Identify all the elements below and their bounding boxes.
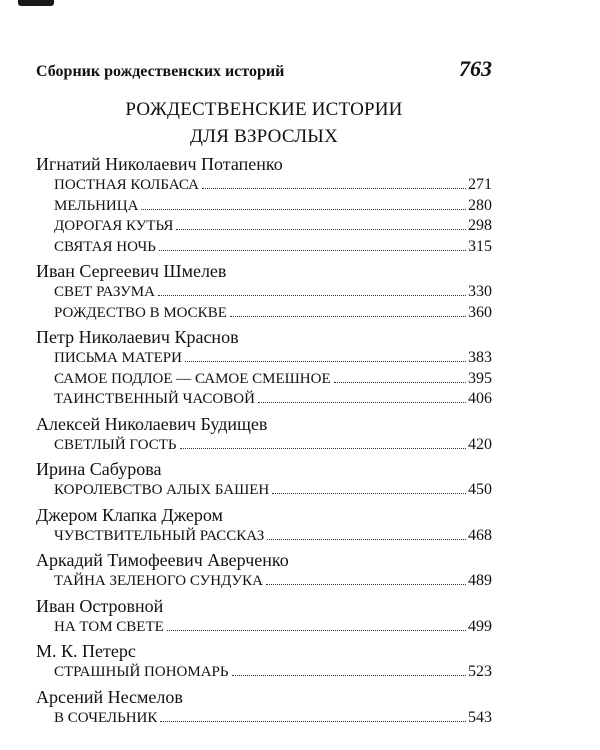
toc-entry-title: ПОСТНАЯ КОЛБАСА bbox=[54, 177, 199, 193]
toc-author: Аркадий Тимофеевич Аверченко bbox=[36, 550, 289, 570]
toc-entry-title: ТАИНСТВЕННЫЙ ЧАСОВОЙ bbox=[54, 391, 255, 407]
toc-entry bbox=[54, 480, 492, 501]
toc-dot-leader bbox=[158, 295, 466, 296]
toc-entry bbox=[54, 662, 492, 683]
toc-author: Арсений Несмелов bbox=[36, 686, 183, 707]
toc-entry-title: СТРАШНЫЙ ПОНОМАРЬ bbox=[54, 664, 229, 680]
toc-dot-leader bbox=[272, 493, 466, 494]
toc-dot-leader bbox=[167, 630, 466, 631]
section-heading-line-2: ДЛЯ ВЗРОСЛЫХ bbox=[190, 126, 338, 147]
toc-entry bbox=[54, 708, 492, 729]
toc-dot-leader bbox=[230, 316, 466, 317]
toc-entry-title: ПИСЬМА МАТЕРИ bbox=[54, 350, 182, 366]
toc-author: Иван Островной bbox=[36, 595, 164, 616]
toc-entry-page: 406 bbox=[468, 390, 492, 407]
toc-dot-leader bbox=[266, 584, 466, 585]
toc-entry-title: РОЖДЕСТВО В МОСКВЕ bbox=[54, 304, 227, 321]
toc-author: Иван Сергеевич Шмелев bbox=[36, 261, 227, 281]
toc-entry-page: 450 bbox=[468, 481, 492, 498]
section-heading-line-1: РОЖДЕСТВЕНСКИЕ ИСТОРИИ bbox=[125, 99, 403, 120]
running-title: Сборник рождественских историй bbox=[36, 63, 285, 80]
toc-entry-title: САМОЕ ПОДЛОЕ — САМОЕ СМЕШНОЕ bbox=[54, 370, 331, 387]
toc-entry bbox=[54, 369, 492, 390]
toc-entry bbox=[54, 237, 492, 258]
toc-author: М. К. Петерс bbox=[36, 641, 136, 661]
toc-entry-title: СВЕТ РАЗУМА bbox=[54, 284, 155, 300]
toc-entry-page: 315 bbox=[468, 237, 492, 255]
toc-entry-title: В СОЧЕЛЬНИК bbox=[54, 709, 158, 726]
toc-dot-leader bbox=[334, 382, 466, 383]
toc-author: Алексей Николаевич Будищев bbox=[36, 413, 268, 434]
toc-author: Игнатий Николаевич Потапенко bbox=[36, 154, 283, 174]
toc-dot-leader bbox=[267, 539, 466, 540]
toc-entry-title: СВЕТЛЫЙ ГОСТЬ bbox=[54, 436, 177, 453]
toc-entry bbox=[54, 303, 492, 324]
toc-entry bbox=[54, 216, 492, 237]
toc-entry-page: 298 bbox=[468, 217, 492, 234]
toc-entry-page: 468 bbox=[468, 526, 492, 544]
toc-entry-title: ДОРОГАЯ КУТЬЯ bbox=[54, 218, 174, 234]
toc-entry-title: КОРОЛЕВСТВО АЛЫХ БАШЕН bbox=[54, 482, 270, 498]
toc-entry bbox=[54, 175, 492, 196]
toc-dot-leader bbox=[232, 675, 466, 676]
toc-entry-page: 543 bbox=[468, 708, 492, 726]
section-heading bbox=[36, 96, 492, 150]
toc-author: Ирина Сабурова bbox=[36, 459, 162, 479]
book-page bbox=[36, 56, 492, 728]
toc-entry-title: ТАЙНА ЗЕЛЕНОГО СУНДУКА bbox=[54, 573, 263, 589]
toc-entry-page: 499 bbox=[468, 617, 492, 635]
toc-author: Джером Клапка Джером bbox=[36, 504, 223, 525]
toc-dot-leader bbox=[176, 229, 466, 230]
toc-dot-leader bbox=[141, 209, 466, 210]
page-number: 763 bbox=[459, 56, 492, 81]
toc-dot-leader bbox=[160, 721, 466, 722]
table-of-contents bbox=[36, 154, 492, 728]
toc-entry-page: 523 bbox=[468, 663, 492, 680]
toc-entry-page: 420 bbox=[468, 435, 492, 453]
toc-entry-page: 489 bbox=[468, 572, 492, 589]
toc-entry-page: 330 bbox=[468, 283, 492, 300]
toc-dot-leader bbox=[202, 188, 466, 189]
toc-entry-page: 280 bbox=[468, 196, 492, 214]
toc-dot-leader bbox=[159, 250, 466, 251]
toc-dot-leader bbox=[180, 448, 466, 449]
toc-entry bbox=[54, 348, 492, 369]
toc-author: Петр Николаевич Краснов bbox=[36, 327, 239, 347]
toc-entry bbox=[54, 617, 492, 638]
toc-entry-page: 360 bbox=[468, 303, 492, 321]
toc-dot-leader bbox=[185, 361, 466, 362]
running-header bbox=[36, 56, 492, 86]
toc-entry-title: НА ТОМ СВЕТЕ bbox=[54, 618, 164, 635]
toc-entry-title: ЧУВСТВИТЕЛЬНЫЙ РАССКАЗ bbox=[54, 527, 265, 544]
toc-entry bbox=[54, 435, 492, 456]
toc-entry bbox=[54, 526, 492, 547]
toc-dot-leader bbox=[258, 402, 466, 403]
toc-entry-page: 383 bbox=[468, 349, 492, 366]
toc-entry bbox=[54, 571, 492, 592]
toc-entry bbox=[54, 389, 492, 410]
toc-entry bbox=[54, 282, 492, 303]
toc-entry-page: 395 bbox=[468, 369, 492, 387]
toc-entry-page: 271 bbox=[468, 176, 492, 193]
page-corner-mark bbox=[18, 0, 54, 6]
toc-entry-title: СВЯТАЯ НОЧЬ bbox=[54, 238, 156, 255]
toc-entry-title: МЕЛЬНИЦА bbox=[54, 197, 139, 214]
toc-entry bbox=[54, 196, 492, 217]
